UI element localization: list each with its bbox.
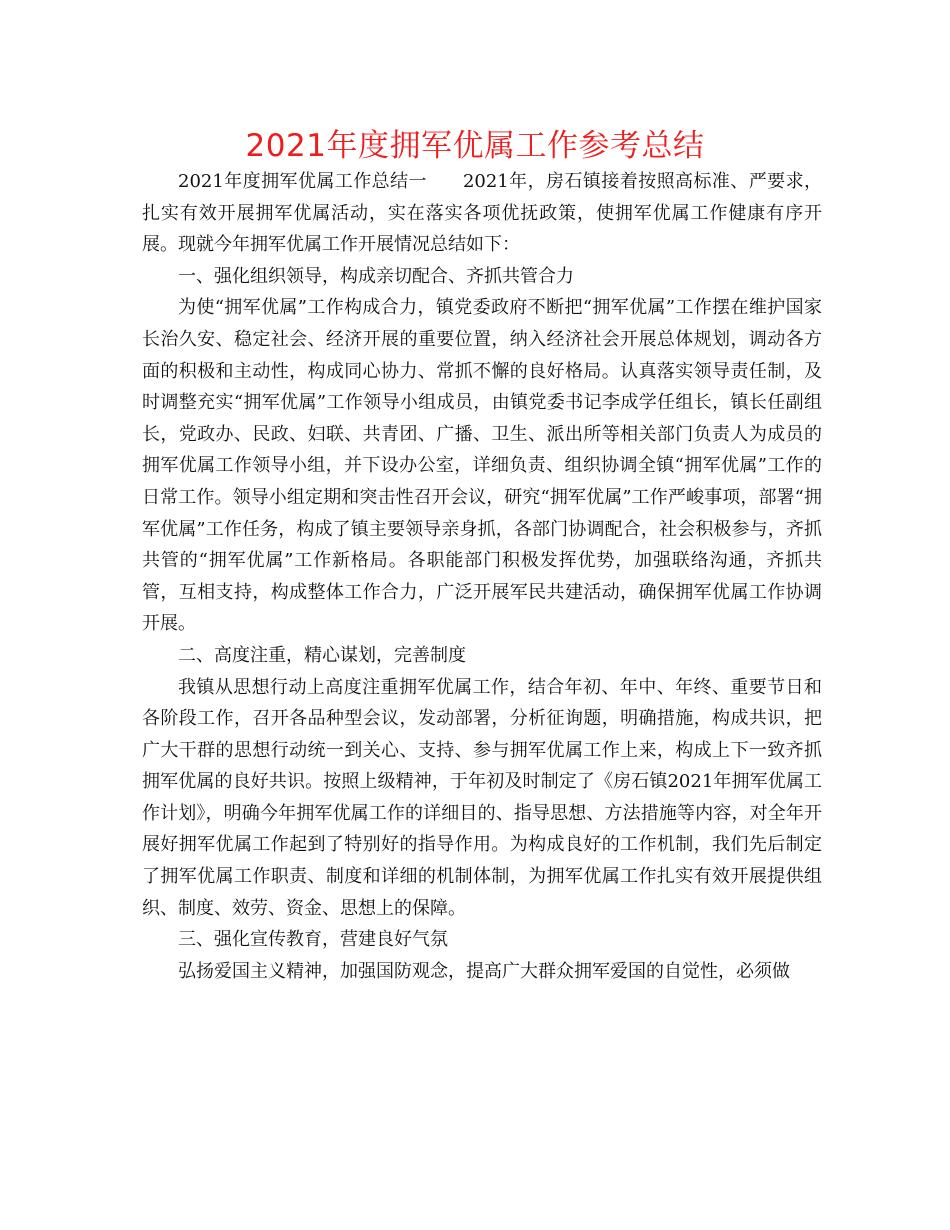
section-heading-1: 一、强化组织领导，构成亲切配合、齐抓共管合力 xyxy=(178,265,574,287)
section-paragraph-1: 为使“拥军优属”工作构成合力，镇党委政府不断把“拥军优属”工作摆在维护国家长治久安、稳定社会、经济开展的重要位置，纳入经济社会开展总体规划，调动各方面的积极和主动性，构成同心协力、常抓不懈的良好格局。认真落实领导责任制，及时调整充实“拥军优属”工作领导小组成员，由镇党委书记李成学任组长，镇长任副组长，党政办、民政、妇联、共青团、广播、卫生、派出所等相关部门负责人为成员的拥军优属工作领导小组，并下设办公室，详细负责、组织协调全镇“拥军优属”工作的日常工作。领导小组定期和突击性召开会议，研究“拥军优属”工作严峻事项，部署“拥军优属”工作任务，构成了镇主要领导亲身抓，各部门协调配合，社会积极参与，齐抓共管的“拥军优属”工作新格局。各职能部门积极发挥优势，加强联络沟通，齐抓共管，互相支持，构成整体工作合力，广泛开展军民共建活动，确保拥军优属工作协调开展。 xyxy=(142,297,822,635)
section-paragraph-2: 我镇从思想行动上高度注重拥军优属工作，结合年初、年中、年终、重要节日和各阶段工作，召开各品种型会议，发动部署，分析征询题，明确措施，构成共识，把广大干群的思想行动统一到关心、支持、参与拥军优属工作上来，构成上下一致齐抓拥军优属的良好共识。按照上级精神，于年初及时制定了《房石镇2021年拥军优属工作计划》，明确今年拥军优属工作的详细目的、指导思想、方法措施等内容，对全年开展好拥军优属工作起到了特别好的指导作用。为构成良好的工作机制，我们先后制定了拥军优属工作职责、制度和详细的机制体制，为拥军优属工作扎实有效开展提供组织、制度、效劳、资金、思想上的保障。 xyxy=(142,676,822,919)
intro-paragraph xyxy=(142,166,822,261)
section-paragraph-3: 弘扬爱国主义精神，加强国防观念，提高广大群众拥军爱国的自觉性，必须做 xyxy=(178,960,790,982)
document-body xyxy=(142,166,822,987)
intro-text: 2021年，房石镇接着按照高标准、严要求，扎实有效开展拥军优属活动，实在落实各项优抚政策，使拥军优属工作健康有序开展。现就今年拥军优属工作开展情况总结如下： xyxy=(142,171,822,256)
section-heading-3: 三、强化宣传教育，营建良好气氛 xyxy=(178,929,448,951)
document-title: 2021年度拥军优属工作参考总结 xyxy=(245,128,705,164)
section-heading-2: 二、高度注重，精心谋划，完善制度 xyxy=(178,644,466,666)
intro-lead: 2021年度拥军优属工作总结一 xyxy=(178,171,427,192)
